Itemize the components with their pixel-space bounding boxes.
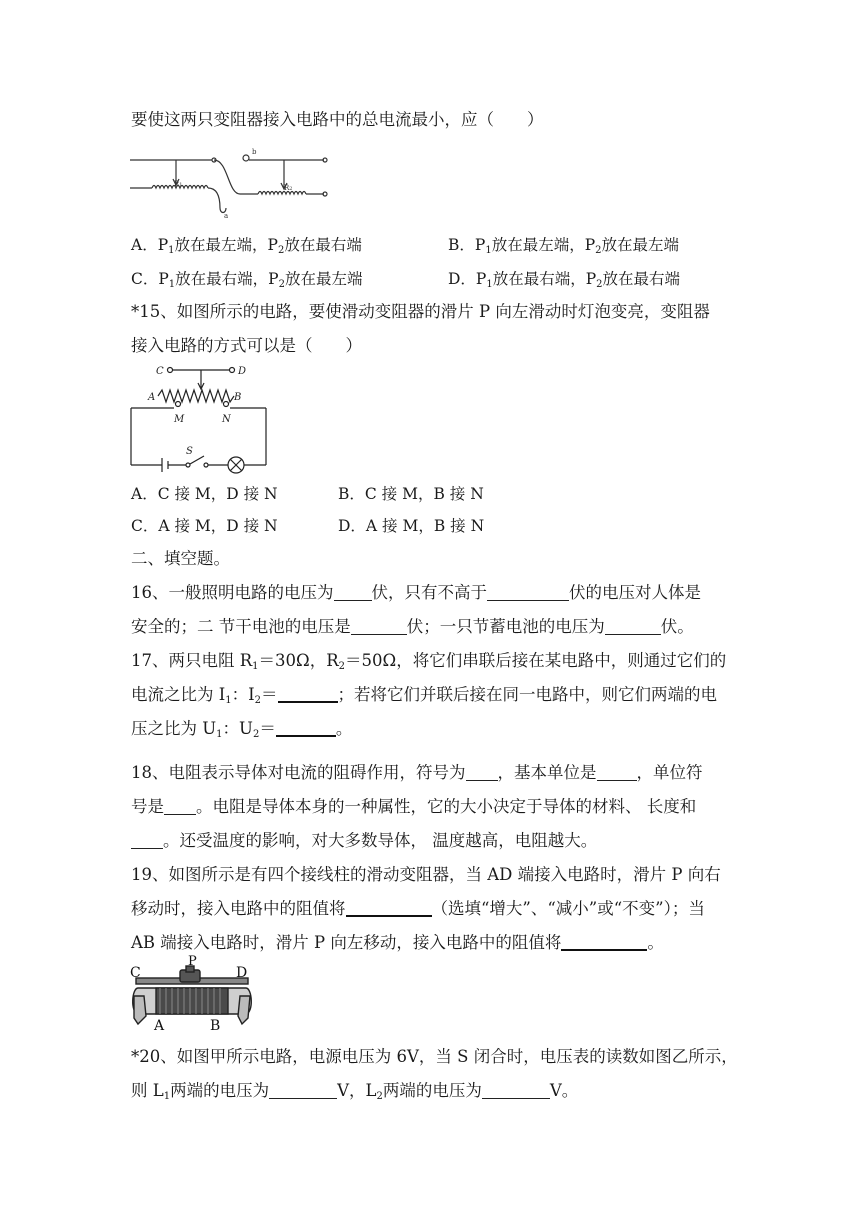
q18-blank-1[interactable] [466, 762, 498, 781]
q19-line-2: 移动时，接入电路中的阻值将 （选填“增大”、“减小”或“不变”）；当 [131, 899, 705, 918]
q14-option-c: C．$P_1$放在最右端，$P_2$放在最左端 [131, 270, 363, 290]
q15-line-2: 接入电路的方式可以是（ ） [131, 336, 362, 355]
q14-fig-term-b: b [252, 148, 257, 156]
q14-option-a: A．$P_1$放在最左端，$P_2$放在最右端 [131, 236, 362, 256]
q19-line-3: AB 端接入电路时，滑片 P 向左移动，接入电路中的阻值将 。 [131, 933, 664, 952]
q16-line-1: 16、一般照明电路的电压为 伏，只有不高于 伏的电压对人体是 [131, 583, 701, 602]
q19-fig-a: A [154, 1018, 165, 1034]
q14-rheostat-figure [128, 146, 328, 218]
q19-blank-1[interactable] [346, 897, 432, 917]
q19-fig-p: P [188, 954, 197, 969]
q16-blank-3[interactable] [351, 616, 407, 635]
q15-option-b: B．C 接 M，B 接 N [338, 485, 484, 503]
q14-option-d: D．$P_1$放在最右端，$P_2$放在最右端 [448, 270, 681, 290]
q17-blank-1[interactable] [278, 683, 338, 703]
q14-stem: 要使这两只变阻器接入电路中的总电流最小，应（ ） [131, 110, 544, 129]
q17-line-2: 电流之比为 $I_1$：$I_2=$ ；若将它们并联后接在同一电路中，则它们两端的电 [131, 685, 718, 706]
q18-blank-2[interactable] [597, 762, 637, 781]
q15-option-a: A．C 接 M，D 接 N [131, 485, 278, 503]
q19-rheostat-figure [130, 954, 254, 1034]
q18-line-1: 18、电阻表示导体对电流的阻碍作用，符号为 ，基本单位是 ，单位符 [131, 763, 703, 782]
q19-fig-d: D [236, 965, 248, 981]
q16-line-2: 安全的；二 节干电池的电压是 伏；一只节蓄电池的电压为 伏。 [131, 617, 694, 636]
q18-line-2: 号是 。电阻是导体本身的一种属性，它的大小决定于导体的材料、 长度和 [131, 797, 697, 816]
q16-blank-4[interactable] [605, 616, 661, 635]
q18-blank-4[interactable] [131, 830, 163, 849]
q17-blank-2[interactable] [276, 717, 336, 737]
q15-line-1: *15、如图所示的电路，要使滑动变阻器的滑片 P 向左滑动时灯泡变亮，变阻器 [131, 302, 710, 321]
q19-blank-2[interactable] [561, 931, 647, 951]
section-heading-fill-blank: 二、填空题。 [131, 549, 230, 568]
q18-blank-3[interactable] [164, 796, 196, 815]
q14-fig-r1: R1 [174, 180, 183, 188]
q17-line-3: 压之比为 $U_1$：$U_2=$ 。 [131, 719, 353, 740]
q15-fig-s: S [186, 446, 193, 457]
q15-fig-b: B [234, 392, 242, 403]
q15-fig-c: C [156, 366, 164, 377]
q15-fig-d: D [238, 366, 247, 377]
q17-line-1: 17、两只电阻 $R_1=30\Omega$，$R_2=50\Omega$，将它们串联后接在某电路中，则通过它们的 [131, 651, 727, 672]
q15-fig-m: M [174, 414, 185, 425]
q14-fig-term-a: a [224, 212, 229, 220]
q20-line-2: 则 $L_1$两端的电压为 V，$L_2$两端的电压为 V。 [131, 1081, 579, 1102]
q14-fig-r2: R2 [284, 184, 293, 192]
q15-circuit-figure [128, 362, 270, 470]
q20-line-1: *20、如图甲所示电路，电源电压为 6V，当 S 闭合时，电压表的读数如图乙所示， [131, 1047, 738, 1066]
q18-line-3: 。还受温度的影响，对大多数导体， 温度越高，电阻越大。 [131, 829, 597, 853]
q20-blank-2[interactable] [482, 1080, 550, 1099]
q20-blank-1[interactable] [269, 1080, 337, 1099]
q16-blank-1[interactable] [334, 582, 372, 601]
q19-line-1: 19、如图所示是有四个接线柱的滑动变阻器，当 AD 端接入电路时，滑片 P 向右 [131, 865, 721, 884]
q19-fig-c: C [130, 965, 141, 981]
q15-fig-n: N [222, 414, 231, 425]
q14-option-b: B．$P_1$放在最左端，$P_2$放在最左端 [448, 236, 680, 256]
q16-blank-2[interactable] [487, 582, 569, 601]
q19-fig-b: B [210, 1018, 221, 1034]
q15-option-d: D．A 接 M，B 接 N [338, 517, 485, 535]
q15-fig-a: A [148, 392, 156, 403]
q15-option-c: C．A 接 M，D 接 N [131, 517, 278, 535]
